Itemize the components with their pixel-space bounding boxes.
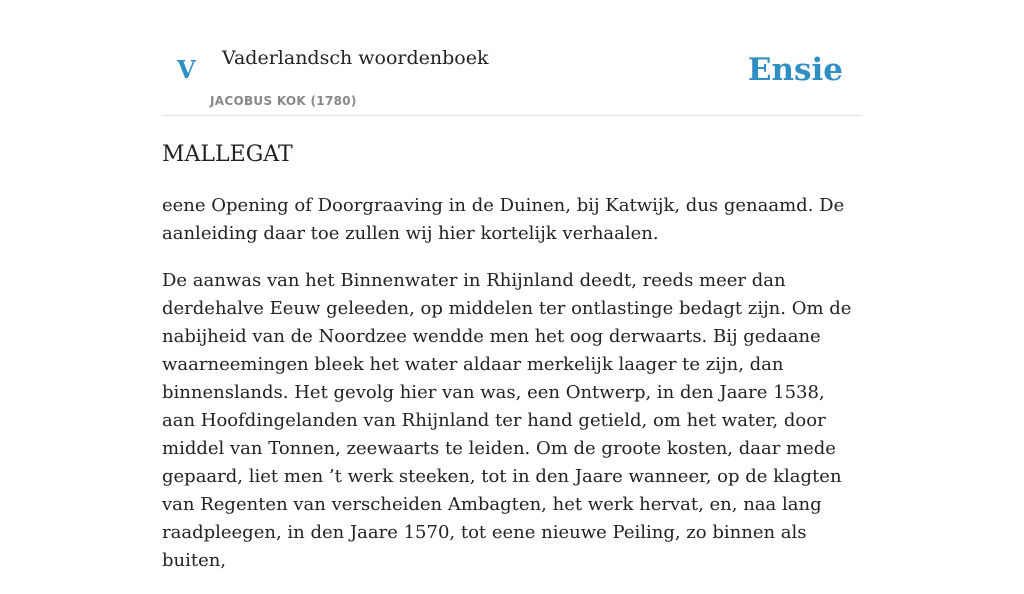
book-author: JACOBUS KOK (1780) xyxy=(210,94,357,108)
ensie-logo-link[interactable]: Ensie xyxy=(747,52,843,88)
entry-content xyxy=(162,192,862,594)
entry-paragraph: De aanwas van het Binnenwater in Rhijnland deedt, reeds meer dan derdehalve Eeuw geleeden, op middelen ter ontlastinge bedagt zijn. Om de nabijheid van de Noordzee wendde men het oog derwaarts. Bij gedaane waarneemingen bleek het water aldaar merkelijk laager te zijn, dan binnenslands. Het gevolg hier van was, een Ontwerp, in den Jaare 1538, aan Hoofdingelanden van Rhijnland ter hand getield, om het water, door middel van Tonnen, zeewaarts te leiden. Om de groote kosten, daar mede gepaard, liet men ’t werk steeken, tot in den Jaare wanneer, op de klagten van Regenten van verscheiden Ambagten, het werk hervat, en, naa lang raadpleegen, in den Jaare 1570, tot eene nieuwe Peiling, zo binnen als buiten, xyxy=(162,270,852,571)
book-header xyxy=(162,0,862,116)
entry-headword: MALLEGAT xyxy=(162,142,293,167)
entry-paragraph: eene Opening of Doorgraaving in de Duinen, bij Katwijk, dus genaamd. De aanleiding daar toe zullen wij hier kortelijk verhaalen. xyxy=(162,195,845,244)
book-letter-link[interactable]: V xyxy=(177,55,196,84)
book-title-link[interactable]: Vaderlandsch woordenboek xyxy=(222,47,489,69)
